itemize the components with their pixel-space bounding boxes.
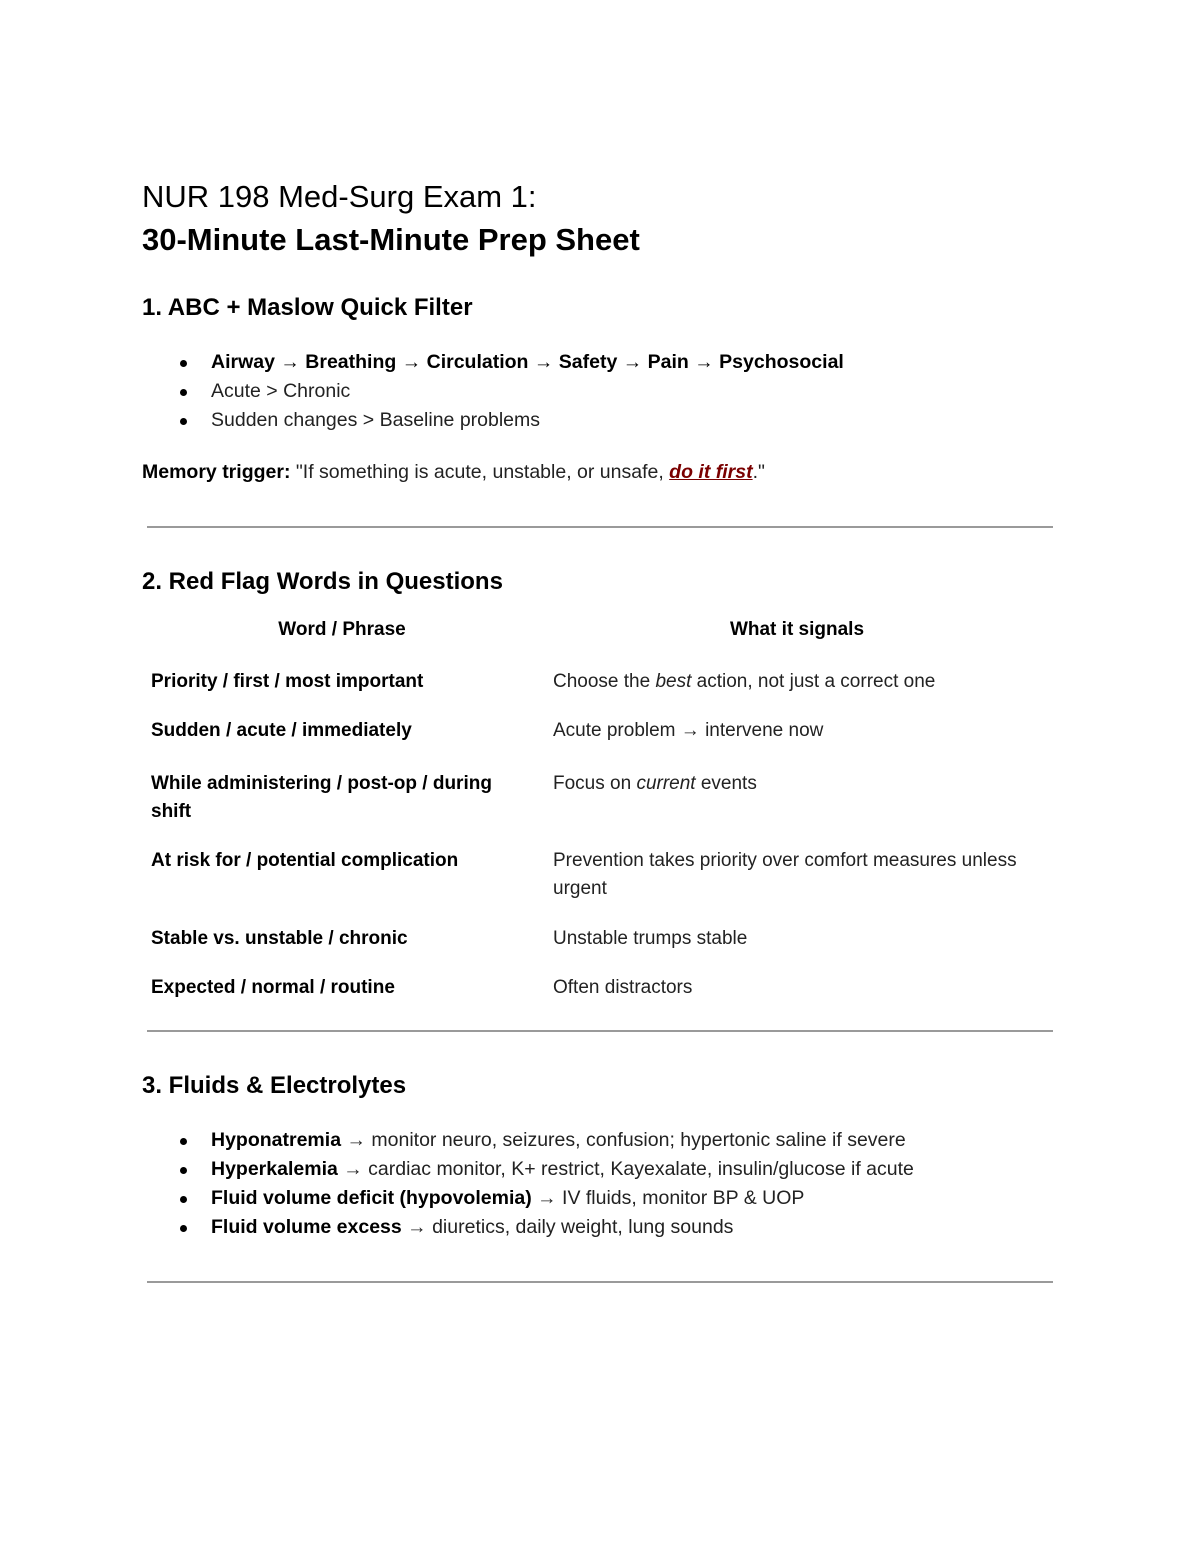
page-title-line2: 30-Minute Last-Minute Prep Sheet (142, 222, 640, 257)
bullet-text: → cardiac monitor, K+ restrict, Kayexalate, insulin/glucose if acute (337, 1158, 914, 1180)
table-cell-word: Sudden / acute / immediately (151, 720, 412, 741)
bullet-text: → monitor neuro, seizures, confusion; hypertonic saline if severe (341, 1129, 906, 1151)
table-cell-word: Priority / first / most important (151, 671, 424, 692)
bullet-text: → diuretics, daily weight, lung sounds (401, 1216, 734, 1238)
list-item (142, 348, 844, 377)
divider (147, 1281, 1053, 1283)
table-cell-word: Expected / normal / routine (151, 977, 395, 998)
table-header-signal: What it signals (729, 619, 865, 640)
bullet-text: Airway → Breathing → Circulation → Safety → Pain → Psychosocial (211, 351, 844, 373)
signal-text: Focus on (553, 773, 637, 794)
table-cell-word: While administering / post-op / during shift (151, 773, 492, 822)
signal-emphasis: current (636, 773, 696, 794)
signal-emphasis: best (655, 671, 692, 692)
table-cell-signal: Acute problem → intervene now (553, 720, 824, 741)
divider (147, 526, 1053, 528)
memory-emphasis: do it first (669, 461, 753, 483)
list-item (142, 1155, 914, 1184)
section1-bullet-list (142, 348, 844, 435)
table-cell-signal (553, 668, 1043, 696)
memory-trigger (142, 458, 765, 486)
memory-label: Memory trigger: (142, 461, 291, 483)
table-cell-word: At risk for / potential complication (151, 850, 459, 871)
signal-text: Choose the (553, 671, 656, 692)
signal-text: events (695, 773, 757, 794)
memory-text-after: ." (752, 461, 765, 483)
bullet-term: Fluid volume deficit (hypovolemia) (211, 1187, 532, 1209)
table-cell-signal: Unstable trumps stable (553, 928, 748, 949)
section3-heading: 3. Fluids & Electrolytes (142, 1072, 407, 1099)
bullet-term: Fluid volume excess (211, 1216, 402, 1238)
section3-bullet-list (142, 1126, 914, 1242)
table-cell-signal: Prevention takes priority over comfort measures unless urgent (553, 850, 1017, 899)
bullet-term: Hyponatremia (211, 1129, 342, 1151)
list-item (142, 377, 844, 406)
memory-text-before: "If something is acute, unstable, or unsafe, (290, 461, 670, 483)
signal-text: action, not just a correct one (691, 671, 936, 692)
bullet-text: Sudden changes > Baseline problems (211, 409, 541, 431)
list-item (142, 406, 844, 435)
divider (147, 1030, 1053, 1032)
list-item (142, 1213, 914, 1242)
list-item (142, 1126, 914, 1155)
list-item (142, 1184, 914, 1213)
table-cell-word: Stable vs. unstable / chronic (151, 928, 408, 949)
page-title-line1: NUR 198 Med-Surg Exam 1: (142, 179, 537, 214)
section1-heading: 1. ABC + Maslow Quick Filter (142, 294, 473, 321)
table-header-word: Word / Phrase (278, 619, 406, 640)
bullet-text: → IV fluids, monitor BP & UOP (531, 1187, 805, 1209)
bullet-text: Acute > Chronic (211, 380, 351, 402)
section2-heading: 2. Red Flag Words in Questions (142, 568, 503, 595)
table-cell-signal (553, 770, 1043, 798)
bullet-term: Hyperkalemia (211, 1158, 338, 1180)
table-cell-signal: Often distractors (553, 977, 693, 998)
